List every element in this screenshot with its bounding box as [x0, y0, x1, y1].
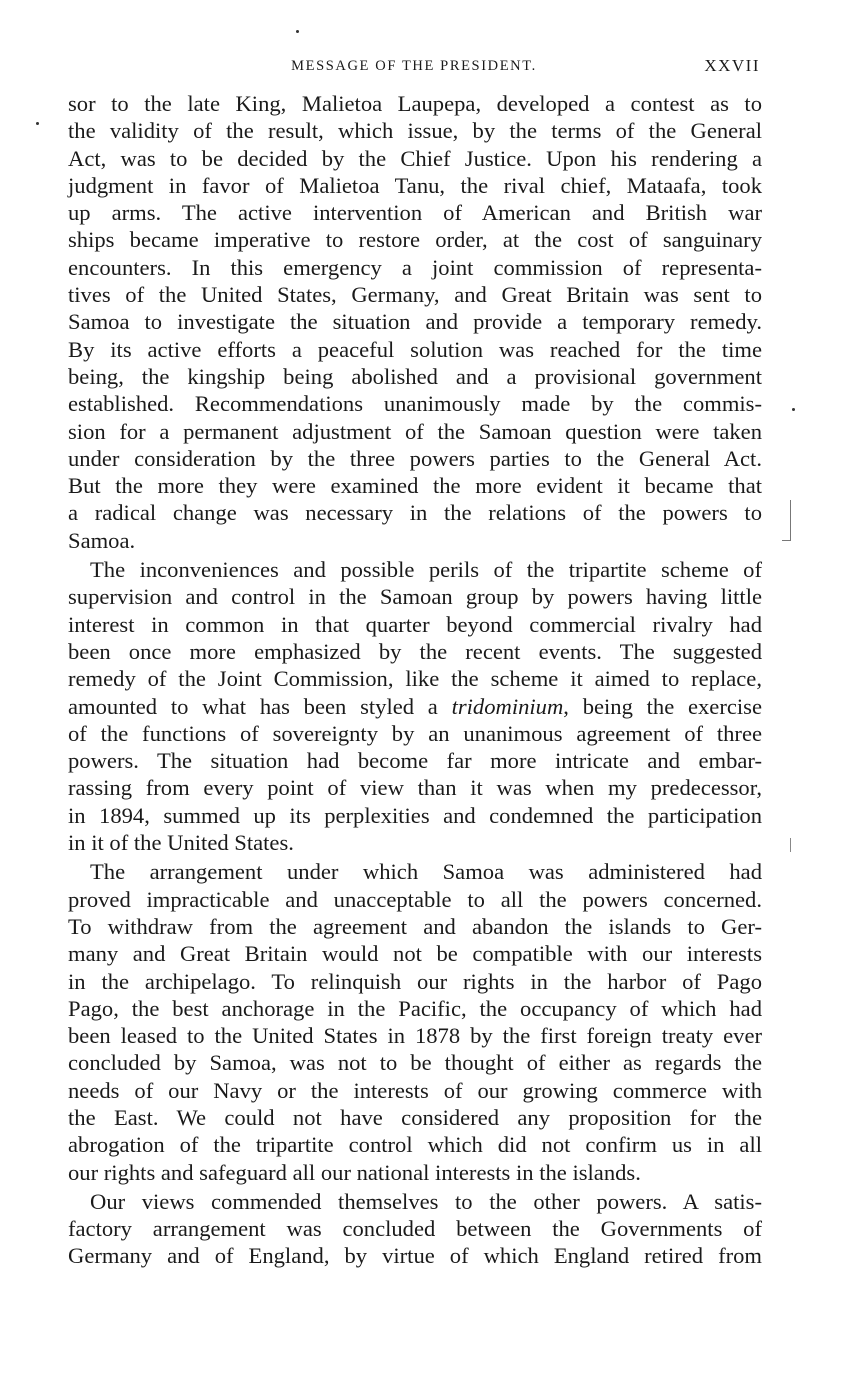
- text-line: in 1894, summed up its perplexities and condemned the participation: [68, 802, 762, 828]
- text-line: interest in common in that quarter beyond commercial rivalry had: [68, 611, 762, 637]
- text-line: supervision and control in the Samoan group by powers having little: [68, 584, 762, 610]
- text-line: Samoa.: [68, 527, 136, 553]
- margin-bracket-mark: [782, 500, 791, 541]
- page-number: XXVII: [704, 56, 760, 75]
- text-line: the East. We could not have considered any proposition for the: [68, 1104, 762, 1130]
- text-line: By its active efforts a peaceful solution was reached for the time: [68, 336, 762, 362]
- text-line: our rights and safeguard all our national interests in the islands.: [68, 1159, 641, 1185]
- paragraph-3: [68, 858, 762, 1186]
- text-line: The arrangement under which Samoa was administered had: [90, 859, 762, 885]
- text-line: Act, was to be decided by the Chief Justice. Upon his rendering a: [68, 145, 762, 171]
- text-line: in the archipelago. To relinquish our rights in the harbor of Pago: [68, 968, 762, 994]
- text-line: been leased to the United States in 1878 by the first foreign treaty ever: [68, 1023, 762, 1049]
- text-line: tives of the United States, Germany, and Great Britain was sent to: [68, 282, 762, 308]
- text-line: To withdraw from the agreement and abandon the islands to Ger-: [68, 913, 762, 939]
- text-line: being, the kingship being abolished and a provisional government: [68, 363, 762, 389]
- text-line: established. Recommendations unanimously made by the commis-: [68, 391, 762, 417]
- text-line: powers. The situation had become far more intricate and embar-: [68, 748, 762, 774]
- speck-mark: [36, 122, 39, 125]
- text-line: of the functions of sovereignty by an unanimous agreement of three: [68, 720, 762, 746]
- paragraph-1: [68, 90, 762, 554]
- text-line: Germany and of England, by virtue of which England retired from: [68, 1243, 762, 1269]
- text-line: ships became imperative to restore order, at the cost of sanguinary: [68, 227, 762, 253]
- paragraph-4: [68, 1188, 762, 1270]
- text-line: But the more they were examined the more evident it became that: [68, 473, 762, 499]
- text-span: , being the exercise: [563, 693, 762, 719]
- text-line: been once more emphasized by the recent events. The suggested: [68, 638, 762, 664]
- text-line: Our views commended themselves to the other powers. A satis-: [90, 1188, 762, 1214]
- text-line: up arms. The active intervention of American and British war: [68, 200, 762, 226]
- text-line: needs of our Navy or the interests of our growing commerce with: [68, 1077, 762, 1103]
- running-title: MESSAGE OF THE PRESIDENT.: [291, 58, 537, 74]
- text-line: abrogation of the tripartite control which did not confirm us in all: [68, 1132, 762, 1158]
- text-line: a radical change was necessary in the relations of the powers to: [68, 500, 762, 526]
- text-line: rassing from every point of view than it was when my predecessor,: [68, 775, 762, 801]
- paragraph-2: [68, 556, 762, 856]
- text-line: the validity of the result, which issue, by the terms of the General: [68, 118, 762, 144]
- speck-mark: [792, 408, 795, 411]
- margin-tick-mark: [790, 838, 791, 852]
- text-line: proved impracticable and unacceptable to all the powers concerned.: [68, 886, 762, 912]
- running-head: [68, 56, 760, 80]
- text-line: in it of the United States.: [68, 830, 294, 856]
- text-line: under consideration by the three powers parties to the General Act.: [68, 445, 762, 471]
- text-line: The inconveniences and possible perils of the tripartite scheme of: [90, 557, 762, 583]
- text-line: factory arrangement was concluded between the Governments of: [68, 1216, 762, 1242]
- text-line: concluded by Samoa, was not to be thought of either as regards the: [68, 1050, 762, 1076]
- text-line-with-italic: [68, 693, 762, 720]
- text-line: encounters. In this emergency a joint commission of representa-: [68, 254, 762, 280]
- text-line: many and Great Britain would not be compatible with our interests: [68, 941, 762, 967]
- text-line: judgment in favor of Malietoa Tanu, the rival chief, Mataafa, took: [68, 172, 762, 198]
- text-line: sion for a permanent adjustment of the Samoan question were taken: [68, 418, 762, 444]
- text-span: amounted to what has been styled a: [68, 693, 452, 719]
- text-line: Samoa to investigate the situation and provide a temporary remedy.: [68, 309, 762, 335]
- text-line: remedy of the Joint Commission, like the scheme it aimed to replace,: [68, 666, 762, 692]
- text-line: Pago, the best anchorage in the Pacific, the occupancy of which had: [68, 995, 762, 1021]
- body-text: [68, 90, 762, 1271]
- italic-term: tridominium: [451, 693, 564, 719]
- text-line: sor to the late King, Malietoa Laupepa, developed a contest as to: [68, 91, 762, 116]
- speck-mark: [296, 30, 299, 33]
